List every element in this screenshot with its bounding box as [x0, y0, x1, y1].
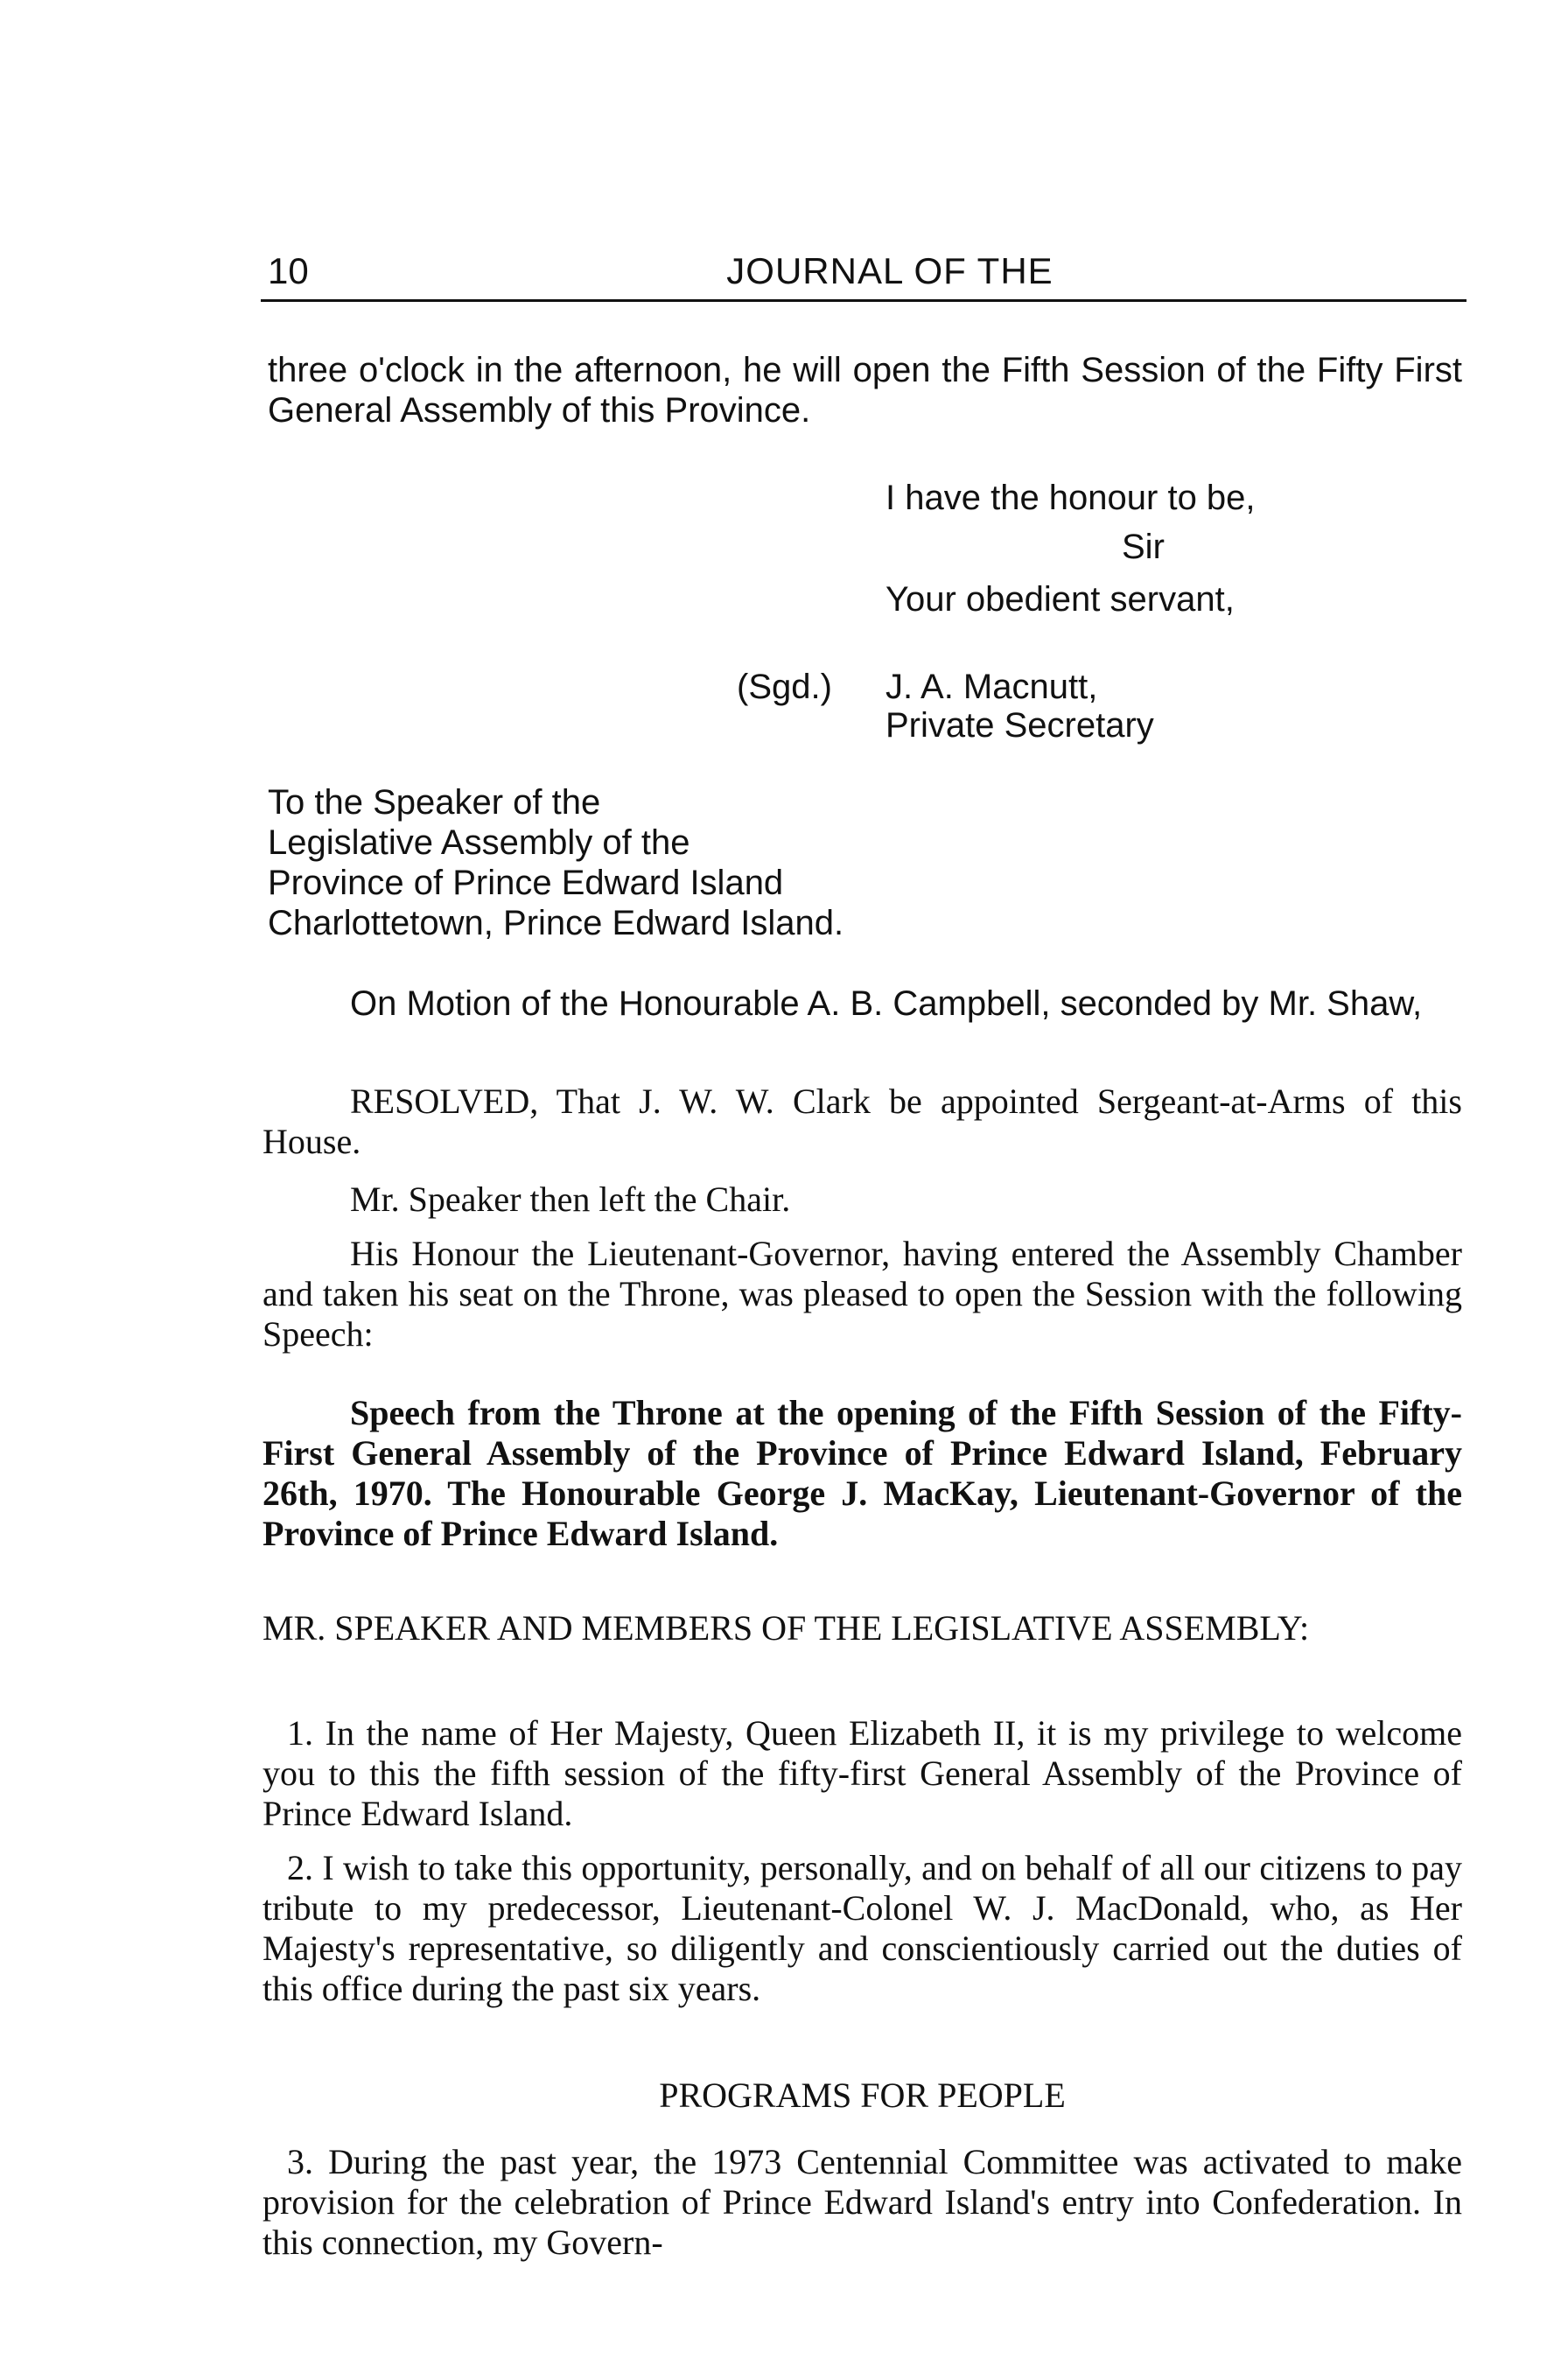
speech-paragraph-1: 1. In the name of Her Majesty, Queen Elizabeth II, it is my privilege to welcome you to this the fifth session of the fifty-first General Assembly of the Province of Prince Edward Island.	[262, 1713, 1462, 1833]
letter-opening: three o'clock in the afternoon, he will open the Fifth Session of the Fifty First General Assembly of this Province.	[268, 351, 1462, 430]
lieutenant-governor-paragraph: His Honour the Lieutenant-Governor, having entered the Assembly Chamber and taken his seat on the Throne, was pleased to open the Session with the following Speech:	[262, 1234, 1462, 1354]
address-line: Province of Prince Edward Island	[268, 864, 784, 902]
signatory-title: Private Secretary	[886, 706, 1154, 745]
speech-title: Speech from the Throne at the opening of the Fifth Session of the Fifty-First General Assembly of the Province of Prince Edward Island, February 26th, 1970. The Honourable George J. MacKay, Lieutenant-Governor of the Province of Prince Edward Island.	[262, 1393, 1462, 1553]
motion-paragraph: On Motion of the Honourable A. B. Campbell, seconded by Mr. Shaw,	[350, 984, 1423, 1023]
page-number: 10	[268, 250, 309, 291]
speech-paragraph-2: 2. I wish to take this opportunity, personally, and on behalf of all our citizens to pay tribute to my predecessor, Lieutenant-Colonel W. J. MacDonald, who, as Her Majesty's representative, so diligently and conscientiously carried out the duties of this office during the past six years.	[262, 1848, 1462, 2008]
address-line: To the Speaker of the	[268, 783, 601, 822]
speech-salutation: MR. SPEAKER AND MEMBERS OF THE LEGISLATIVE ASSEMBLY:	[262, 1608, 1310, 1648]
signatory-name: J. A. Macnutt,	[886, 668, 1098, 706]
address-line: Legislative Assembly of the	[268, 823, 690, 862]
speaker-left-paragraph: Mr. Speaker then left the Chair.	[350, 1180, 791, 1219]
letter-closing-line-1: I have the honour to be,	[886, 479, 1256, 517]
resolved-paragraph: RESOLVED, That J. W. W. Clark be appointed Sergeant-at-Arms of this House.	[262, 1082, 1462, 1161]
letter-closing-line-2: Sir	[1122, 528, 1165, 566]
address-line: Charlottetown, Prince Edward Island.	[268, 904, 844, 942]
letter-closing-line-3: Your obedient servant,	[886, 580, 1235, 619]
letter-address	[268, 782, 844, 943]
page-header	[261, 247, 1466, 302]
signed-marker: (Sgd.)	[737, 668, 832, 706]
speech-paragraph-3: 3. During the past year, the 1973 Centennial Committee was activated to make provision for the celebration of Prince Edward Island's entry into Confederation. In this connection, my Govern-	[262, 2142, 1462, 2262]
section-heading: PROGRAMS FOR PEOPLE	[659, 2076, 1066, 2115]
running-head: JOURNAL OF THE	[726, 250, 1054, 291]
